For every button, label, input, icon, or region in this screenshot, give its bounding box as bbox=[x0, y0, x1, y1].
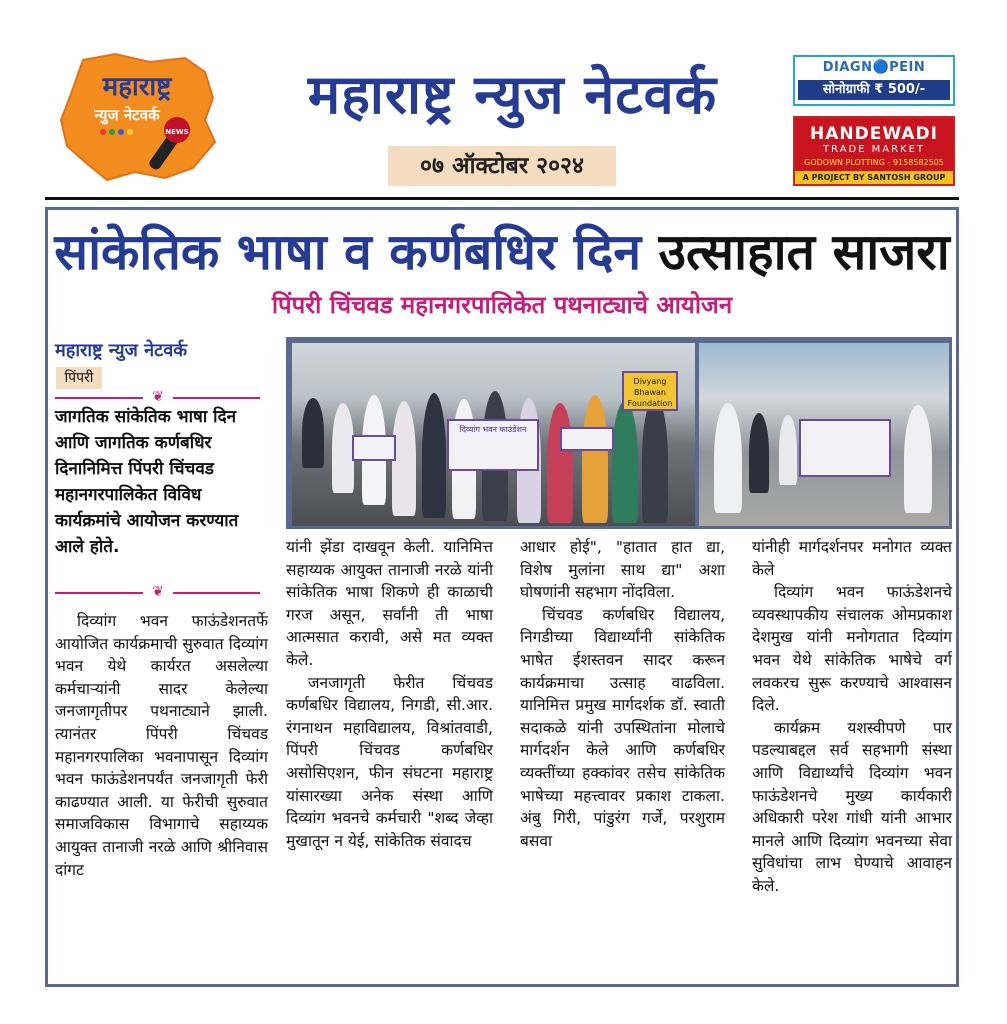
diagnopein-offer: सोनोग्राफी ₹ 500/- bbox=[798, 80, 950, 100]
paragraph: दिव्यांग भवन फाऊंडेशनचे व्यवस्थापकीय संचालक ओमप्रकाश देशमुख यांनी मनोगतात दिव्यांग भवन येथे सांकेतिक भाषेचे वर्ग लवकरच सुरू करण्याचे आश्वासन दिले. bbox=[752, 583, 952, 715]
logo-subtitle: न्युज नेटवर्क bbox=[94, 106, 160, 124]
placard bbox=[352, 435, 396, 461]
placard bbox=[560, 427, 614, 451]
handewadi-ad[interactable] bbox=[793, 116, 955, 186]
rally-banner bbox=[799, 419, 891, 477]
paragraph: जनजागृती फेरीत चिंचवड कर्णबधिर विद्यालय, निगडी, सी.आर. रंगनाथन महाविद्यालय, विश्रांतवाडी, पिंपरी चिंचवड कर्णबधिर असोसिएशन, फीन संघटना महाराष्ट्र यांसारख्या अनेक संस्था आणि दिव्यांग भवनचे कर्मचारी "शब्द जेव्हा मुखातून न येई, सांकेतिक संवादच bbox=[286, 673, 493, 850]
paragraph: आधार होई", "हातात हात द्या, विशेष मुलांना साथ द्या" अशा घोषणांनी सहभाग नोंदविला. bbox=[520, 538, 725, 602]
paragraph: दिव्यांग भवन फाऊंडेशनतर्फे आयोजित कार्यक्रमाची सुरुवात दिव्यांग भवन येथे कार्यरत असलेल्या कर्मचाऱ्यांनी सादर केलेल्या जनजागृतीपर पथनाट्याने झाली. त्यानंतर पिंपरी चिंचवड महानगरपालिका भवनापासून दिव्यांग भवन फाऊंडेशनपर्यंत जनजागृती फेरी काढण्यात आली. या फेरीची सुरुवात समाजविकास विभागाचे सहाय्यक आयुक्त तानाजी नरळे आणि श्रीनिवास दांगट bbox=[55, 612, 268, 879]
handewadi-title: HANDEWADI bbox=[810, 124, 938, 144]
headline bbox=[52, 220, 952, 285]
mic-label: NEWS bbox=[165, 128, 189, 136]
ornament-icon: ❦ bbox=[143, 583, 173, 601]
paragraph: चिंचवड कर्णबधिर विद्यालय, निगडीच्या विद्यार्थ्यांनी सांकेतिक भाषेत ईशस्तवन सादर करून कार्यक्रमाचा उत्साह वाढविला. यानिमित्त प्रमुख मार्गदर्शक डॉ. स्वाती सदाकळे यांनी उपस्थितांना मोलाचे मार्गदर्शन केले आणि कर्णबधिर व्यक्तींच्या हक्कांवर तसेच सांकेतिक भाषेच्या महत्त्वावर प्रकाश टाकला. अंबु गिरी, पांडुरंग गर्जे, परशुराम बसवा bbox=[520, 605, 725, 850]
photo-strip bbox=[286, 337, 952, 529]
subheadline: पिंपरी चिंचवड महानगरपालिकेत पथनाट्याचे आयोजन bbox=[271, 291, 733, 319]
article-column-1 bbox=[55, 610, 268, 881]
dateline-place: पिंपरी bbox=[56, 367, 102, 389]
logo-title: महाराष्ट्र bbox=[102, 72, 172, 102]
article-column-4 bbox=[752, 536, 952, 898]
headline-part-2: उत्साहात साजरा bbox=[658, 223, 950, 281]
handewadi-contact: GODOWN PLOTTING - 9158582505 bbox=[804, 158, 944, 167]
ornament-divider bbox=[55, 389, 260, 405]
masthead-title: महाराष्ट्र न्युज नेटवर्क bbox=[307, 63, 718, 126]
ornament-divider bbox=[55, 584, 260, 600]
headline-part-1: सांकेतिक भाषा व कर्णबधिर दिन bbox=[54, 223, 642, 281]
intro-paragraph: जागतिक सांकेतिक भाषा दिन आणि जागतिक कर्णबधिर दिनानिमित्त पिंपरी चिंचवड महानगरपालिकेत विविध कार्यक्रमांचे आयोजन करण्यात आले होते. bbox=[55, 407, 239, 557]
diagnopein-ad[interactable] bbox=[793, 55, 955, 106]
handewadi-footer: A PROJECT BY SANTOSH GROUP bbox=[795, 171, 953, 184]
paragraph: कार्यक्रम यशस्वीपणे पार पडल्याबद्दल सर्व सहभागी संस्था आणि विद्यार्थ्यांचे दिव्यांग भवन फाऊंडेशनचे मुख्य कार्यकारी अधिकारी परेश गांधी यांनी आभार मानले आणि दिव्यांग भवनच्या सेवा सुविधांचा लाभ घेण्याचे आवाहन केले. bbox=[752, 718, 952, 895]
diagnopein-brand: DIAGN🔵PEIN bbox=[822, 60, 926, 75]
paragraph: यांनी झेंडा दाखवून केली. यानिमित्त सहाय्यक आयुक्त तानाजी नरळे यांनी सांकेतिक भाषा शिकणे ही काळाची गरज असून, सर्वांनी ती भाषा आत्मसात करावी, असे मत व्यक्त केले. bbox=[286, 538, 493, 669]
issue-date: ०७ ऑक्टोबर २०२४ bbox=[388, 146, 616, 186]
article-column-3 bbox=[520, 536, 725, 852]
paragraph: यांनीही मार्गदर्शनपर मनोगत व्यक्त केले bbox=[752, 538, 952, 579]
group-photo bbox=[292, 343, 695, 526]
rally-photo bbox=[699, 343, 949, 526]
photo-banner-text: दिव्यांग भवन फाउंडेशन bbox=[447, 419, 539, 471]
reporter-byline: महाराष्ट्र न्युज नेटवर्क bbox=[55, 340, 188, 361]
photo-banner-text: Divyang Bhawan Foundation bbox=[622, 371, 678, 411]
maharashtra-map-logo bbox=[55, 50, 225, 185]
masthead-divider bbox=[45, 197, 959, 200]
article-column-2 bbox=[286, 536, 493, 852]
handewadi-subtitle: TRADE MARKET bbox=[822, 144, 926, 155]
ornament-icon: ❦ bbox=[143, 388, 173, 406]
